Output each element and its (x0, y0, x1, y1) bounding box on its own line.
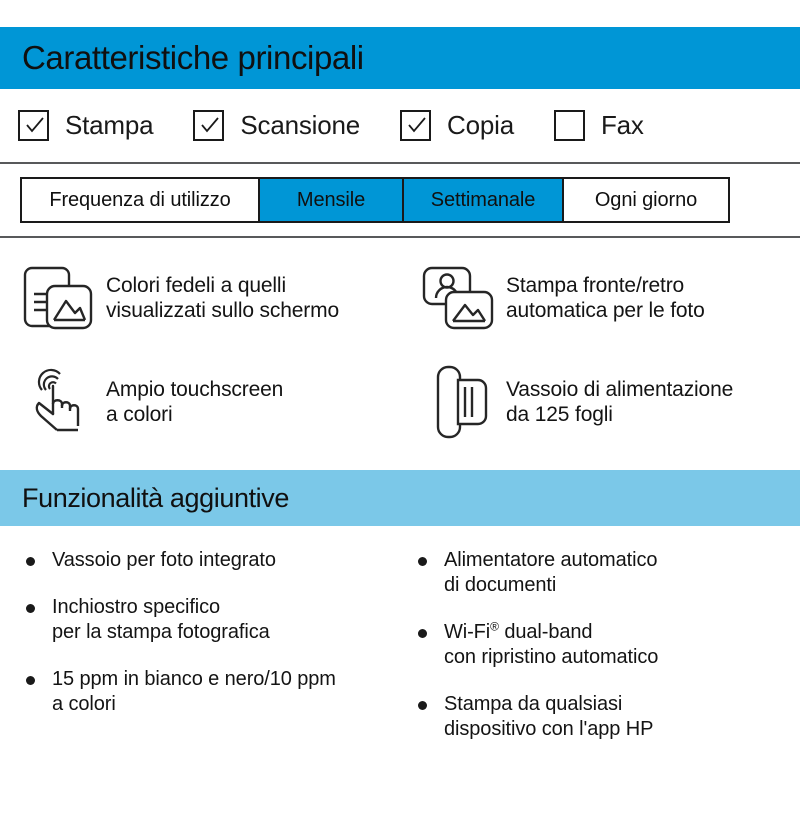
list-item-text (52, 595, 270, 645)
additional-features-left-column (0, 548, 400, 764)
bullet-dot-icon (418, 557, 427, 566)
list-item-line-2: a colori (52, 693, 116, 715)
feature-line-1: Vassoio di alimentazione (506, 378, 734, 401)
checkbox-checked-icon[interactable] (400, 110, 431, 141)
list-item-line-2: con ripristino automatico (444, 646, 659, 668)
checkbox-checked-icon[interactable] (193, 110, 224, 141)
feature-line-1: Stampa fronte/retro (506, 274, 685, 297)
list-item-line-1: Stampa da qualsiasi (444, 693, 623, 715)
segment-frequency-label: Frequenza di utilizzo (22, 179, 258, 221)
paper-tray-icon (416, 363, 500, 441)
list-item (26, 667, 400, 717)
bullet-dot-icon (418, 701, 427, 710)
capability-copia[interactable] (400, 110, 514, 141)
list-item (26, 548, 400, 573)
feature-row-2 (0, 350, 800, 454)
duplex-photo-icon-svg (420, 262, 496, 334)
list-item (418, 692, 800, 742)
feature-touchscreen (0, 350, 400, 454)
spec-sheet-page (0, 27, 800, 827)
frequency-row (0, 164, 800, 236)
bullet-dot-icon (418, 629, 427, 638)
list-item (418, 548, 800, 598)
feature-line-1: Ampio touchscreen (106, 378, 284, 401)
list-item-line-1-rest: dual-band (498, 621, 593, 643)
feature-line-2: automatica per le foto (506, 299, 705, 322)
feature-paper-tray (400, 350, 800, 454)
primary-section-banner (0, 27, 800, 89)
page-title: Caratteristiche principali (22, 39, 364, 76)
bullet-dot-icon (26, 557, 35, 566)
check-mark-icon (407, 116, 427, 136)
list-item-line-1: Alimentatore automatico (444, 549, 658, 571)
capability-stampa[interactable] (18, 110, 153, 141)
frequency-segmented-control[interactable] (20, 177, 730, 223)
capability-scansione[interactable] (193, 110, 360, 141)
document-photo-icon (16, 259, 100, 337)
feature-color-accuracy (0, 246, 400, 350)
list-item-line-2: di documenti (444, 574, 557, 596)
list-item-line-2: dispositivo con l'app HP (444, 718, 654, 740)
feature-text (106, 377, 283, 427)
list-item (418, 620, 800, 670)
bullet-dot-icon (26, 676, 35, 685)
list-item-line-2: per la stampa fotografica (52, 621, 270, 643)
list-item-text (444, 620, 658, 670)
list-item-text (444, 692, 653, 742)
feature-line-2: da 125 fogli (506, 403, 613, 426)
feature-duplex-photo (400, 246, 800, 350)
segment-settimanale[interactable]: Settimanale (402, 179, 562, 221)
secondary-section-banner (0, 470, 800, 526)
capability-label: Copia (447, 110, 514, 140)
touchscreen-hand-icon-svg (20, 364, 96, 440)
additional-features-right-column (400, 548, 800, 764)
feature-text (506, 377, 733, 427)
segment-ogni-giorno[interactable]: Ogni giorno (562, 179, 728, 221)
list-item (26, 595, 400, 645)
feature-line-1: Colori fedeli a quelli (106, 274, 286, 297)
check-mark-icon (200, 116, 220, 136)
feature-text (106, 273, 339, 323)
feature-row-1 (0, 246, 800, 350)
paper-tray-icon-svg (420, 362, 496, 442)
list-item-line-1: Wi-Fi (444, 621, 491, 643)
feature-line-2: a colori (106, 403, 173, 426)
registered-mark: ® (490, 619, 499, 634)
document-photo-icon-svg (20, 262, 96, 334)
capability-label: Fax (600, 110, 644, 140)
list-item-text (52, 667, 336, 717)
secondary-section-title: Funzionalità aggiuntive (22, 482, 289, 513)
list-item-line-1: Vassoio per foto integrato (52, 549, 276, 571)
capability-fax[interactable] (554, 110, 644, 141)
duplex-photo-icon (416, 259, 500, 337)
feature-text (506, 273, 705, 323)
check-mark-icon (25, 116, 45, 136)
feature-grid (0, 238, 800, 470)
capabilities-row (0, 89, 800, 162)
list-item-text (444, 548, 657, 598)
capability-label: Stampa (65, 110, 154, 140)
touchscreen-hand-icon (16, 363, 100, 441)
list-item-line-1: Inchiostro specifico (52, 596, 221, 618)
list-item-text (52, 548, 276, 573)
feature-line-2: visualizzati sullo schermo (106, 299, 340, 322)
list-item-line-1: 15 ppm in bianco e nero/10 ppm (52, 668, 336, 690)
checkbox-unchecked-icon[interactable] (554, 110, 585, 141)
segment-mensile[interactable]: Mensile (258, 179, 402, 221)
capability-label: Scansione (240, 110, 361, 140)
additional-features (0, 526, 800, 764)
bullet-dot-icon (26, 604, 35, 613)
checkbox-checked-icon[interactable] (18, 110, 49, 141)
